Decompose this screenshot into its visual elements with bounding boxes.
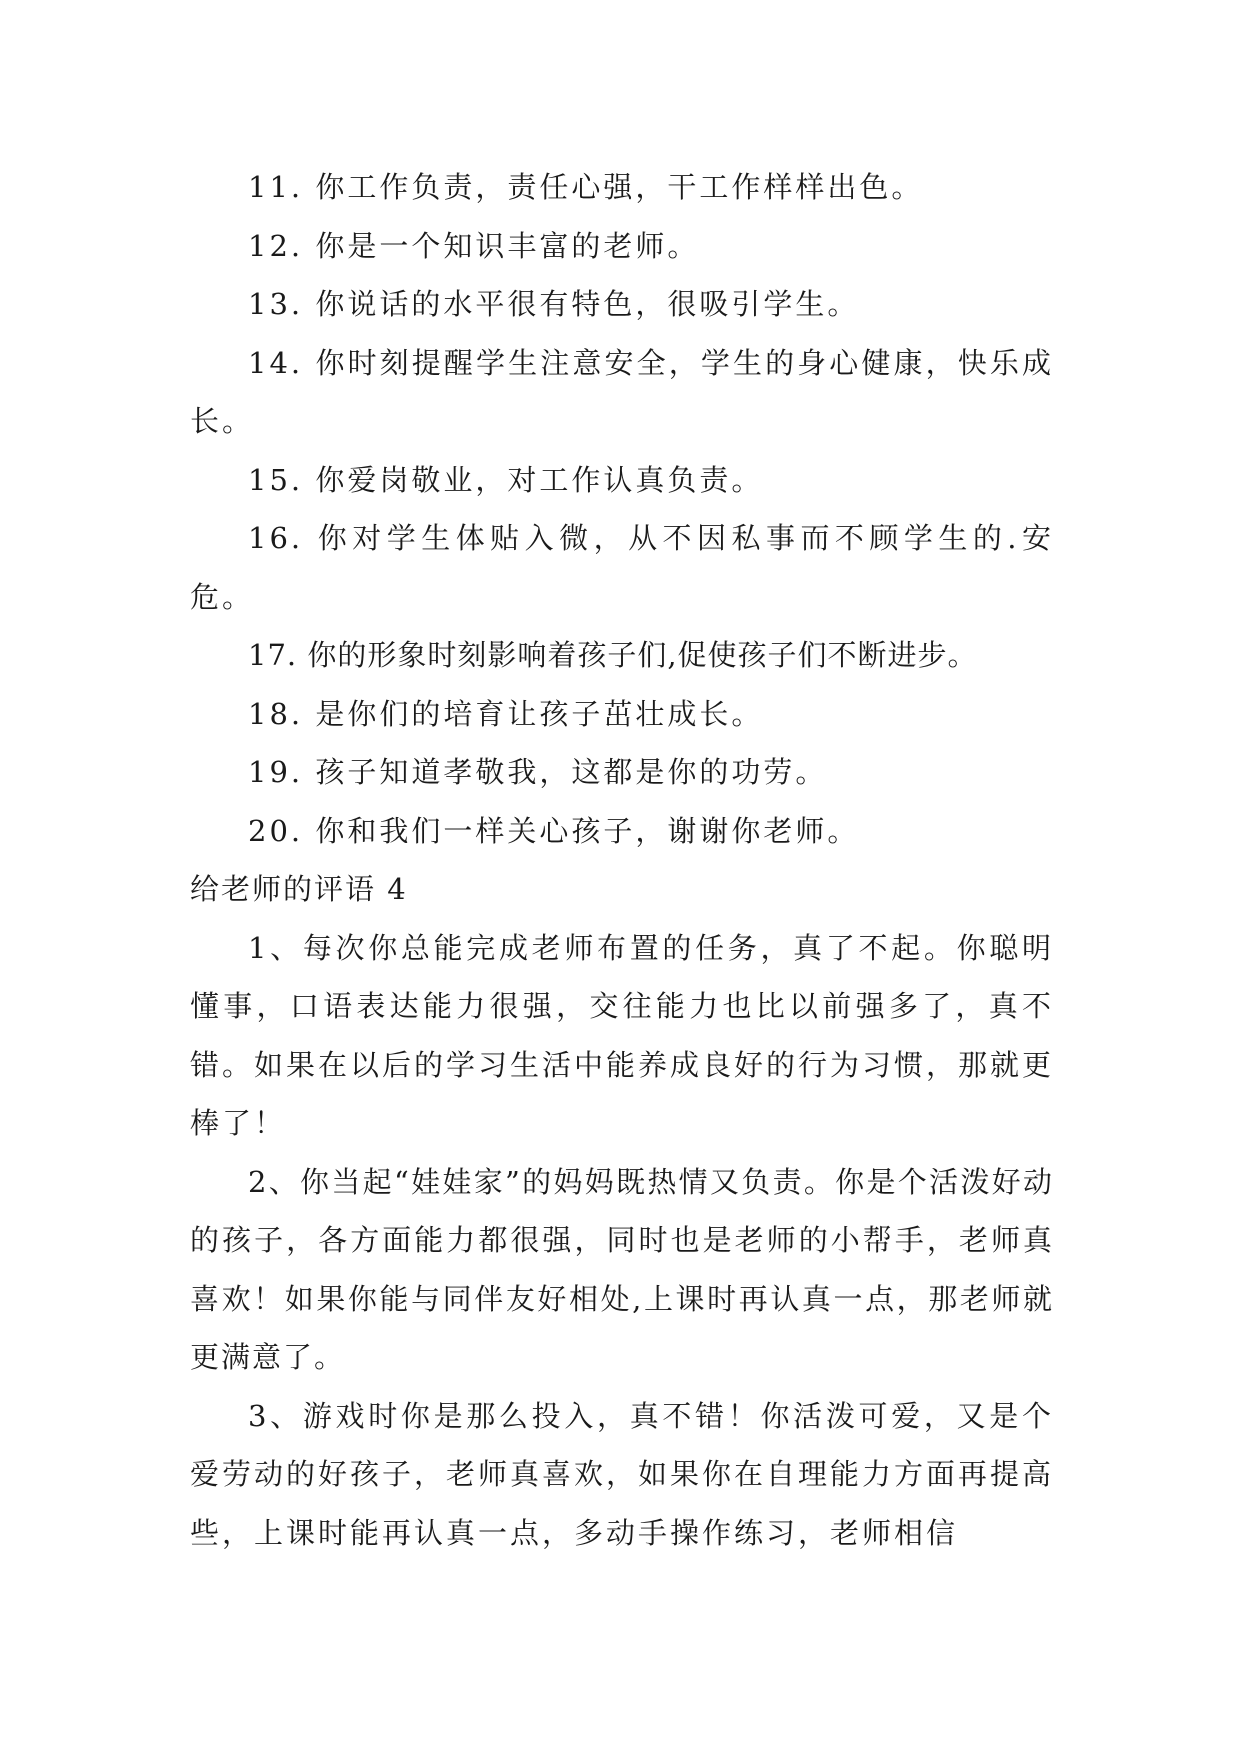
list-item-11: 11. 你工作负责，责任心强，干工作样样出色。 xyxy=(248,170,924,204)
document-page xyxy=(190,158,1054,1562)
list-item-13: 13. 你说话的水平很有特色，很吸引学生。 xyxy=(248,287,860,321)
list-item-14: 14. 你时刻提醒学生注意安全，学生的身心健康，快乐成长。 xyxy=(190,345,1054,438)
list-item-16: 16. 你对学生体贴入微，从不因私事而不顾学生的.安危。 xyxy=(190,521,1054,614)
list-item-15: 15. 你爱岗敬业，对工作认真负责。 xyxy=(248,462,764,497)
comment-paragraph-3: 3、游戏时你是那么投入，真不错！你活泼可爱，又是个爱劳动的好孩子，老师真喜欢，如果你在自理能力方面再提高些，上课时能再认真一点，多动手操作练习，老师相信 xyxy=(190,1398,1055,1550)
comment-paragraph-2: 2、你当起“娃娃家”的妈妈既热情又负责。你是个活泼好动的孩子，各方面能力都很强，同时也是老师的小帮手，老师真喜欢！如果你能与同伴友好相处,上课时再认真一点，那老师就更满意了。 xyxy=(190,1164,1054,1374)
list-item-19: 19. 孩子知道孝敬我，这都是你的功劳。 xyxy=(248,755,828,789)
list-item-20: 20. 你和我们一样关心孩子，谢谢你老师。 xyxy=(248,813,860,848)
list-item-18: 18. 是你们的培育让孩子茁壮成长。 xyxy=(248,696,764,731)
list-item-12: 12. 你是一个知识丰富的老师。 xyxy=(248,228,700,263)
list-item-17: 17. 你的形象时刻影响着孩子们,促使孩子们不断进步。 xyxy=(248,638,978,672)
section-heading: 给老师的评语 4 xyxy=(190,872,408,906)
comment-paragraph-1: 1、每次你总能完成老师布置的任务，真了不起。你聪明懂事，口语表达能力很强，交往能力也比以前强多了，真不错。如果在以后的学习生活中能养成良好的行为习惯，那就更棒了！ xyxy=(190,930,1055,1140)
